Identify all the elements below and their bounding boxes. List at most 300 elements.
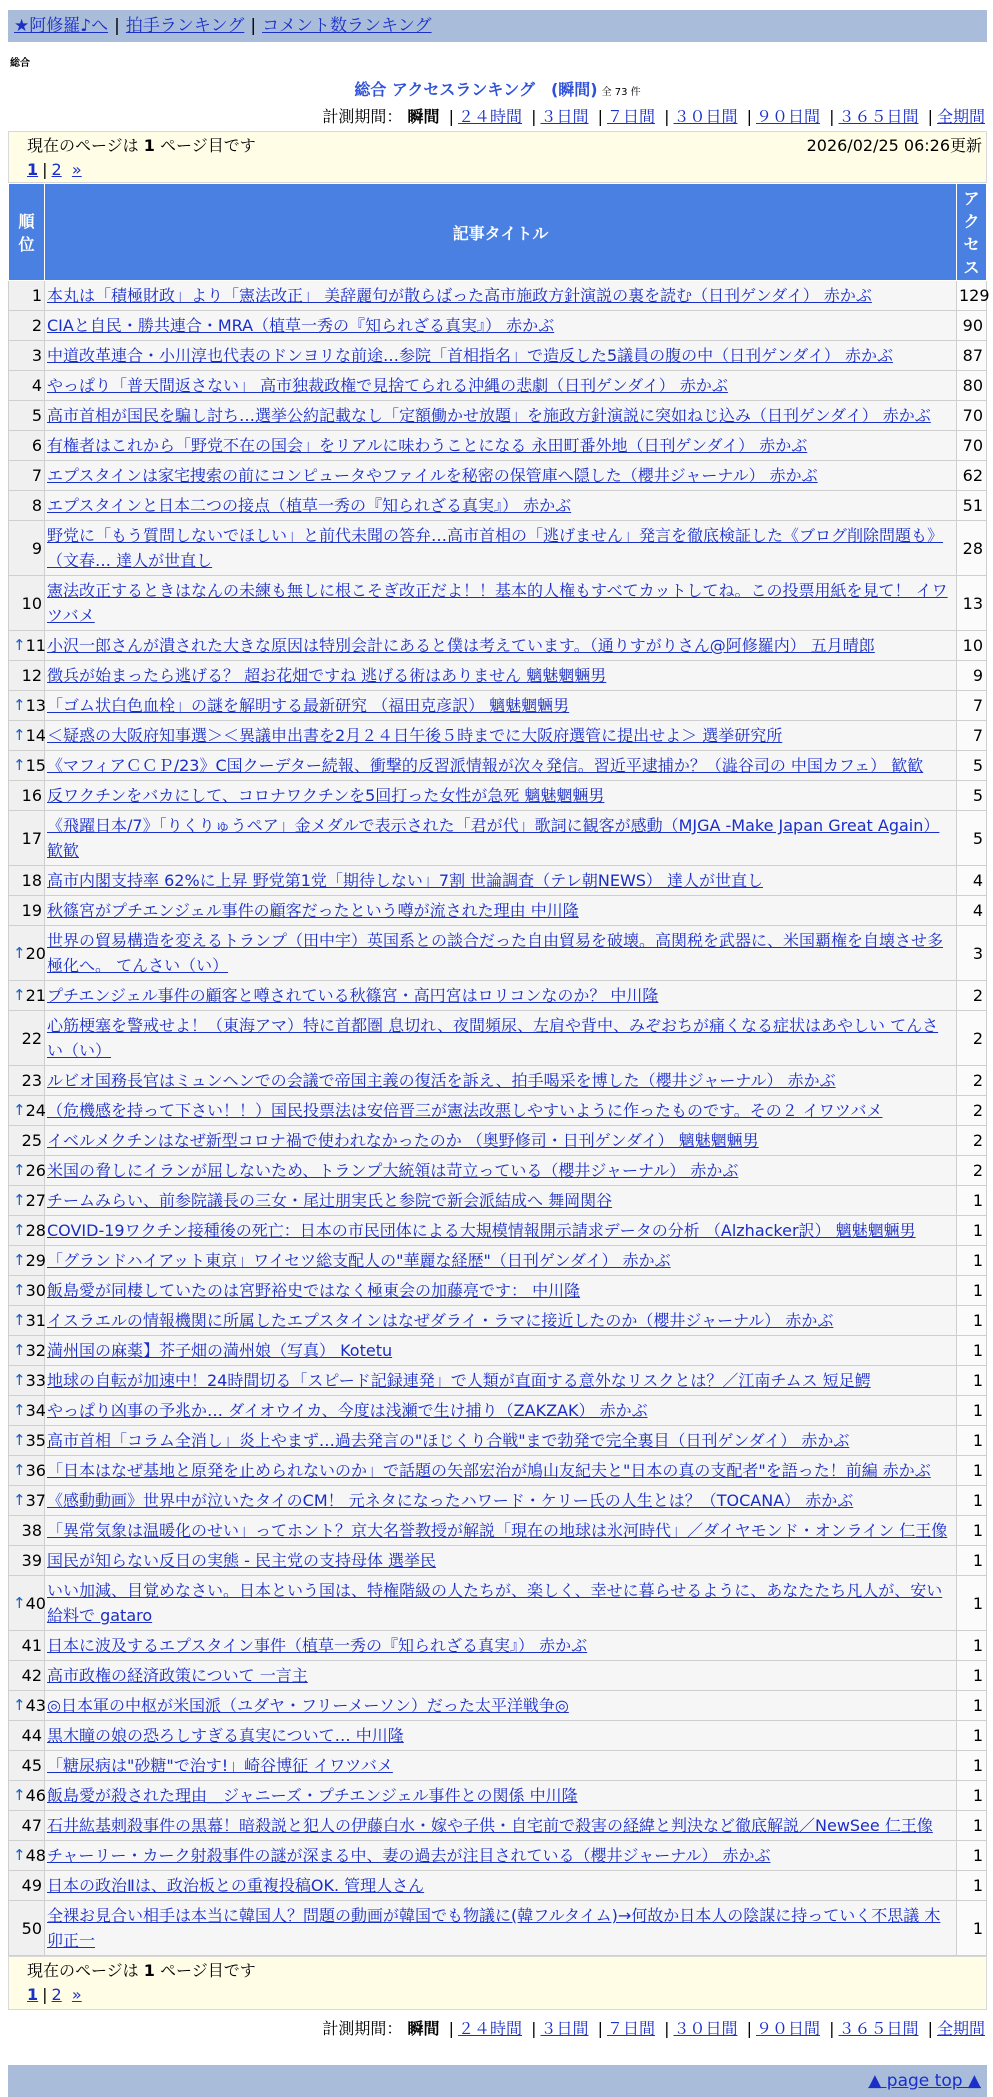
title-cell bbox=[45, 811, 957, 866]
title-cell bbox=[45, 521, 957, 576]
access-count: 129 bbox=[957, 281, 987, 311]
title-cell bbox=[45, 1841, 957, 1871]
access-count: 5 bbox=[957, 781, 987, 811]
rank-number: 34 bbox=[25, 1401, 46, 1420]
article-link[interactable]: 高市政権の経済政策について 一言主 bbox=[47, 1666, 308, 1685]
article-link[interactable]: 国民が知らない反日の実態 - 民主党の支持母体 選挙民 bbox=[47, 1551, 437, 1570]
access-count: 80 bbox=[957, 371, 987, 401]
article-link[interactable]: COVID-19ワクチン接種後の死亡：日本の市民団体による大規模情報開示請求データの分析 （Alzhacker訳） 魑魅魍魎男 bbox=[47, 1221, 916, 1240]
access-count: 1 bbox=[957, 1841, 987, 1871]
current-page-text bbox=[9, 1959, 986, 1983]
table-row bbox=[9, 1456, 987, 1486]
access-count: 4 bbox=[957, 896, 987, 926]
title-cell bbox=[45, 371, 957, 401]
rank-cell bbox=[9, 576, 45, 631]
rank-number: 30 bbox=[25, 1281, 46, 1300]
period-separator: | bbox=[927, 2019, 933, 2038]
access-count: 9 bbox=[957, 661, 987, 691]
rank-cell bbox=[9, 1156, 45, 1186]
rank-number: 46 bbox=[25, 1786, 46, 1805]
rank-cell bbox=[9, 491, 45, 521]
rank-cell bbox=[9, 1396, 45, 1426]
pager-page-1[interactable]: 1 bbox=[27, 160, 39, 179]
article-link[interactable]: 世界の貿易構造を変えるトランプ（田中宇）英国系との談合だった自由貿易を破壊。高関税を武器に、米国覇権を自壊させ多極化へ。 てんさい（い） bbox=[47, 931, 944, 975]
rank-cell bbox=[9, 1011, 45, 1066]
period-current: 瞬間 bbox=[407, 107, 440, 126]
access-count: 2 bbox=[957, 1096, 987, 1126]
article-link[interactable]: 本丸は「積極財政」より「憲法改正」 美辞麗句が散らばった高市施政方針演説の裏を読む（日刊ゲンダイ） 赤かぶ bbox=[47, 286, 872, 305]
nav-separator: | bbox=[114, 16, 120, 36]
title-cell bbox=[45, 1246, 957, 1276]
access-count: 1 bbox=[957, 1631, 987, 1661]
access-count: 7 bbox=[957, 721, 987, 751]
title-cell bbox=[45, 896, 957, 926]
table-row bbox=[9, 1216, 987, 1246]
rank-cell bbox=[9, 1306, 45, 1336]
table-row bbox=[9, 371, 987, 401]
rank-up-icon: ↑ bbox=[13, 1101, 26, 1119]
page-number: 1 bbox=[143, 1961, 155, 1980]
period-link-all[interactable]: 全期間 bbox=[936, 2019, 985, 2038]
table-row bbox=[9, 1781, 987, 1811]
rank-cell bbox=[9, 1126, 45, 1156]
access-count: 1 bbox=[957, 1691, 987, 1721]
title-cell bbox=[45, 1366, 957, 1396]
rank-cell bbox=[9, 866, 45, 896]
period-link-365d[interactable]: ３６５日間 bbox=[838, 2019, 919, 2038]
article-link[interactable]: チャーリー・カーク射殺事件の謎が深まる中、妻の過去が注目されている（櫻井ジャーナル） 赤かぶ bbox=[47, 1846, 771, 1865]
article-link[interactable]: 満州国の麻薬】芥子畑の満州娘（写真） Kotetu bbox=[47, 1341, 393, 1360]
rank-cell bbox=[9, 1901, 45, 1956]
table-row bbox=[9, 1576, 987, 1631]
title-cell bbox=[45, 1126, 957, 1156]
article-link[interactable]: イベルメクチンはなぜ新型コロナ禍で使われなかったのか （奥野修司・日刊ゲンダイ） 魑魅魍魎男 bbox=[47, 1131, 759, 1150]
title-header: 記事タイトル bbox=[45, 184, 957, 281]
period-label: 計測期間： bbox=[322, 2019, 403, 2038]
table-row bbox=[9, 431, 987, 461]
article-link[interactable]: エプスタインは家宅捜索の前にコンピュータやファイルを秘密の保管庫へ隠した（櫻井ジャーナル） 赤かぶ bbox=[47, 466, 818, 485]
table-row bbox=[9, 1126, 987, 1156]
access-count: 2 bbox=[957, 1156, 987, 1186]
title-cell bbox=[45, 1871, 957, 1901]
period-link-90d[interactable]: ９０日間 bbox=[755, 107, 820, 126]
period-link-30d[interactable]: ３０日間 bbox=[673, 2019, 738, 2038]
rank-cell bbox=[9, 811, 45, 866]
rank-number: 16 bbox=[21, 786, 42, 805]
table-row bbox=[9, 1691, 987, 1721]
title-cell bbox=[45, 1661, 957, 1691]
article-link[interactable]: 全裸お見合い相手は本当に韓国人？問題の動画が韓国でも物議に(韓フルタイム)→何故か日本人の陰謀に持っていく不思議 木卯正一 bbox=[47, 1906, 941, 1950]
table-row bbox=[9, 521, 987, 576]
rank-cell bbox=[9, 1871, 45, 1901]
article-link[interactable]: 日本の政治Ⅱは、政治板との重複投稿OK. 管理人さん bbox=[47, 1876, 425, 1895]
access-count: 2 bbox=[957, 981, 987, 1011]
rank-header: 順位 bbox=[9, 184, 45, 281]
article-link[interactable]: ＜疑惑の大阪府知事選＞＜異議申出書を2月２４日午後５時までに大阪府選管に提出せよ＞ 選挙研究所 bbox=[47, 726, 783, 745]
rank-number: 42 bbox=[21, 1666, 42, 1685]
rank-cell bbox=[9, 1781, 45, 1811]
page-top-link[interactable]: ▲ page top ▲ bbox=[868, 2071, 981, 2091]
rank-cell bbox=[9, 1366, 45, 1396]
table-row bbox=[9, 926, 987, 981]
article-link[interactable]: 高市首相「コラム全消し」炎上やまず…過去発言の"ほじくり合戦"まで勃発で完全裏目（日刊ゲンダイ） 赤かぶ bbox=[47, 1431, 850, 1450]
title-cell bbox=[45, 1011, 957, 1066]
pager-next-arrow[interactable]: » bbox=[71, 160, 82, 179]
period-separator: | bbox=[597, 2019, 603, 2038]
table-row bbox=[9, 1336, 987, 1366]
article-link[interactable]: チームみらい、前参院議長の三女・尾辻朋実氏と参院で新会派結成へ 舞岡関谷 bbox=[47, 1191, 613, 1210]
table-row bbox=[9, 1306, 987, 1336]
title-cell bbox=[45, 1486, 957, 1516]
access-count: 1 bbox=[957, 1811, 987, 1841]
title-cell bbox=[45, 281, 957, 311]
title-cell bbox=[45, 401, 957, 431]
rank-up-icon: ↑ bbox=[13, 1251, 26, 1269]
ranking-body bbox=[9, 281, 990, 1956]
rank-cell bbox=[9, 1546, 45, 1576]
rank-number: 45 bbox=[21, 1756, 42, 1775]
access-count: 1 bbox=[957, 1486, 987, 1516]
period-separator: | bbox=[531, 107, 537, 126]
article-link[interactable]: 石井紘基刺殺事件の黒幕！暗殺説と犯人の伊藤白水・嫁や子供・自宅前で殺害の経緯と判決など徹底解説／NewSee 仁王像 bbox=[47, 1816, 933, 1835]
rank-number: 12 bbox=[21, 666, 42, 685]
title-cell bbox=[45, 1156, 957, 1186]
access-count: 90 bbox=[957, 311, 987, 341]
access-count: 1 bbox=[957, 1186, 987, 1216]
article-link[interactable]: 憲法改正するときはなんの未練も無しに根こそぎ改正だよ！！基本的人権もすべてカットしてね。この投票用紙を見て！ イワツバメ bbox=[47, 581, 948, 625]
table-row bbox=[9, 751, 987, 781]
rank-cell bbox=[9, 631, 45, 661]
rank-cell bbox=[9, 981, 45, 1011]
ranking-table bbox=[8, 183, 990, 1956]
access-count: 1 bbox=[957, 1721, 987, 1751]
article-link[interactable]: 徴兵が始まったら逃げる？ 超お花畑ですね 逃げる術はありません 魑魅魍魎男 bbox=[47, 666, 607, 685]
rank-number: 26 bbox=[25, 1161, 46, 1180]
rank-number: 28 bbox=[25, 1221, 46, 1240]
rank-number: 29 bbox=[25, 1251, 46, 1270]
table-row bbox=[9, 631, 987, 661]
home-link[interactable]: ★阿修羅♪へ bbox=[14, 16, 109, 36]
article-link[interactable]: 《感動動画》世界中が泣いたタイのCM！ 元ネタになったハワード・ケリー氏の人生とは？（TOCANA） 赤かぶ bbox=[47, 1491, 854, 1510]
title-cell bbox=[45, 981, 957, 1011]
title-cell bbox=[45, 491, 957, 521]
rank-number: 7 bbox=[31, 466, 42, 485]
clap-ranking-link[interactable]: 拍手ランキング bbox=[125, 16, 245, 36]
access-count: 1 bbox=[957, 1246, 987, 1276]
table-row bbox=[9, 691, 987, 721]
article-link[interactable]: 飯島愛が同棲していたのは宮野裕史ではなく極東会の加藤亮です： 中川隆 bbox=[47, 1281, 581, 1300]
table-row bbox=[9, 1901, 987, 1956]
title-cell bbox=[45, 631, 957, 661]
rank-cell bbox=[9, 751, 45, 781]
article-link[interactable]: 有権者はこれから「野党不在の国会」をリアルに味わうことになる 永田町番外地（日刊ゲンダイ） 赤かぶ bbox=[47, 436, 808, 455]
article-link[interactable]: 高市内閣支持率 62%に上昇 野党第1党「期待しない」7割 世論調査（テレ朝NEWS） 達人が世直し bbox=[47, 871, 764, 890]
title-cell bbox=[45, 1306, 957, 1336]
rank-up-icon: ↑ bbox=[13, 1221, 26, 1239]
table-row bbox=[9, 661, 987, 691]
table-row bbox=[9, 461, 987, 491]
article-link[interactable]: 《飛躍日本/7》「りくりゅうペア」金メダルで表示された「君が代」歌詞に観客が感動（MJGA -Make Japan Great Again） 歓歓 bbox=[47, 816, 940, 860]
comment-ranking-link[interactable]: コメント数ランキング bbox=[262, 16, 432, 36]
article-link[interactable]: 反ワクチンをバカにして、コロナワクチンを5回打った女性が急死 魑魅魍魎男 bbox=[47, 786, 605, 805]
rank-cell bbox=[9, 721, 45, 751]
rank-number: 22 bbox=[21, 1028, 42, 1048]
page-text-suffix: ページ目です bbox=[160, 1961, 256, 1980]
period-link-7d[interactable]: ７日間 bbox=[606, 107, 655, 126]
rank-number: 17 bbox=[21, 828, 42, 848]
table-row bbox=[9, 811, 987, 866]
rank-cell bbox=[9, 281, 45, 311]
page-title-text: 総合 アクセスランキング (瞬間) bbox=[354, 80, 598, 99]
period-link-24h[interactable]: ２４時間 bbox=[457, 2019, 522, 2038]
title-cell bbox=[45, 431, 957, 461]
period-link-all[interactable]: 全期間 bbox=[936, 107, 985, 126]
article-link[interactable]: 高市首相が国民を騙し討ち…選挙公約記載なし「定額働かせ放題」を施政方針演説に突如ねじ込み（日刊ゲンダイ） 赤かぶ bbox=[47, 406, 931, 425]
rank-cell bbox=[9, 1811, 45, 1841]
article-link[interactable]: 中道改革連合・小川淳也代表のドンヨリな前途…参院「首相指名」で造反した5議員の腹の中（日刊ゲンダイ） 赤かぶ bbox=[47, 346, 893, 365]
period-separator: | bbox=[448, 107, 454, 126]
period-link-3d[interactable]: ３日間 bbox=[540, 107, 589, 126]
period-separator: | bbox=[664, 107, 670, 126]
access-count: 4 bbox=[957, 866, 987, 896]
period-current: 瞬間 bbox=[407, 2019, 440, 2038]
rank-number: 37 bbox=[25, 1491, 46, 1510]
access-count: 7 bbox=[957, 691, 987, 721]
article-link[interactable]: 「糖尿病は"砂糖"で治す!」崎谷博征 イワツバメ bbox=[47, 1756, 393, 1775]
period-separator: | bbox=[746, 107, 752, 126]
rank-cell bbox=[9, 1066, 45, 1096]
article-link[interactable]: 《マフィアＣＣＰ/23》C国クーデター続報、衝撃的反習派情報が次々発信。習近平逮捕か？（澁谷司の 中国カフェ） 歓歓 bbox=[47, 756, 924, 775]
pager-separator: | bbox=[42, 1985, 48, 2004]
article-link[interactable]: プチエンジェル事件の顧客と噂されている秋篠宮・高円宮はロリコンなのか？ 中川隆 bbox=[47, 986, 659, 1005]
table-row bbox=[9, 1246, 987, 1276]
access-header: アクセス bbox=[957, 184, 987, 281]
period-link-3d[interactable]: ３日間 bbox=[540, 2019, 589, 2038]
access-count: 2 bbox=[957, 1011, 987, 1066]
article-link[interactable]: エプスタインと日本二つの接点（植草一秀の『知られざる真実』） 赤かぶ bbox=[47, 496, 572, 515]
table-row bbox=[9, 281, 987, 311]
table-row bbox=[9, 1186, 987, 1216]
period-separator: | bbox=[927, 107, 933, 126]
rank-number: 9 bbox=[31, 538, 42, 558]
rank-up-icon: ↑ bbox=[13, 1311, 26, 1329]
period-separator: | bbox=[531, 2019, 537, 2038]
rank-number: 48 bbox=[25, 1846, 46, 1865]
updated-timestamp: 2026/02/25 06:26更新 bbox=[806, 136, 982, 155]
pager-page-1[interactable]: 1 bbox=[27, 1985, 39, 2004]
article-link[interactable]: 米国の脅しにイランが屈しないため、トランプ大統領は苛立っている（櫻井ジャーナル） 赤かぶ bbox=[47, 1161, 739, 1180]
rank-up-icon: ↑ bbox=[13, 1696, 26, 1714]
rank-number: 38 bbox=[21, 1521, 42, 1540]
rank-cell bbox=[9, 1486, 45, 1516]
access-count: 70 bbox=[957, 401, 987, 431]
title-cell bbox=[45, 1631, 957, 1661]
title-cell bbox=[45, 1216, 957, 1246]
rank-cell bbox=[9, 341, 45, 371]
access-count: 1 bbox=[957, 1456, 987, 1486]
rank-up-icon: ↑ bbox=[13, 726, 26, 744]
rank-number: 23 bbox=[21, 1071, 42, 1090]
rank-number: 32 bbox=[25, 1341, 46, 1360]
rank-up-icon: ↑ bbox=[13, 1431, 26, 1449]
access-count: 2 bbox=[957, 1126, 987, 1156]
article-link[interactable]: 「日本はなぜ基地と原発を止められないのか」で話題の矢部宏治が鳩山友紀夫と"日本の真の支配者"を語った！前編 赤かぶ bbox=[47, 1461, 931, 1480]
current-page-text bbox=[27, 134, 256, 158]
rank-up-icon: ↑ bbox=[13, 1491, 26, 1509]
rank-up-icon: ↑ bbox=[13, 1161, 26, 1179]
rank-number: 35 bbox=[25, 1431, 46, 1450]
rank-cell bbox=[9, 461, 45, 491]
rank-number: 41 bbox=[21, 1636, 42, 1655]
page-text-suffix: ページ目です bbox=[160, 136, 256, 155]
access-count: 51 bbox=[957, 491, 987, 521]
rank-number: 15 bbox=[25, 756, 46, 775]
table-row bbox=[9, 1096, 987, 1126]
table-row bbox=[9, 896, 987, 926]
period-link-30d[interactable]: ３０日間 bbox=[673, 107, 738, 126]
rank-number: 5 bbox=[31, 406, 42, 425]
article-link[interactable]: 「グランドハイアット東京」ワイセツ総支配人の"華麗な経歴"（日刊ゲンダイ） 赤かぶ bbox=[47, 1251, 671, 1270]
table-row bbox=[9, 1721, 987, 1751]
rank-cell bbox=[9, 1751, 45, 1781]
top-nav-bar bbox=[8, 10, 987, 42]
title-cell bbox=[45, 751, 957, 781]
table-row bbox=[9, 721, 987, 751]
period-link-7d[interactable]: ７日間 bbox=[606, 2019, 655, 2038]
page-text-prefix: 現在のページは bbox=[27, 1961, 139, 1980]
access-count: 2 bbox=[957, 1066, 987, 1096]
rank-number: 21 bbox=[25, 986, 46, 1005]
article-link[interactable]: 野党に「もう質問しないでほしい」と前代未聞の答弁…高市首相の「逃げません」発言を徹底検証した《ブログ削除問題も》（文春… 達人が世直し bbox=[47, 526, 944, 570]
access-count: 1 bbox=[957, 1546, 987, 1576]
table-row bbox=[9, 1426, 987, 1456]
rank-number: 25 bbox=[21, 1131, 42, 1150]
article-link[interactable]: やっぱり「普天間返さない」 高市独裁政権で見捨てられる沖縄の悲劇（日刊ゲンダイ） 赤かぶ bbox=[47, 376, 728, 395]
article-link[interactable]: 秋篠宮がプチエンジェル事件の顧客だったという噂が流された理由 中川隆 bbox=[47, 901, 579, 920]
access-count: 1 bbox=[957, 1871, 987, 1901]
article-link[interactable]: いい加減、目覚めなさい。日本という国は、特権階級の人たちが、楽しく、幸せに暮らせるように、あなたたち凡人が、安い給料で gataro bbox=[47, 1581, 943, 1625]
rank-cell bbox=[9, 1096, 45, 1126]
period-separator: | bbox=[597, 107, 603, 126]
access-count: 62 bbox=[957, 461, 987, 491]
rank-number: 18 bbox=[21, 871, 42, 890]
period-link-24h[interactable]: ２４時間 bbox=[457, 107, 522, 126]
rank-number: 13 bbox=[25, 696, 46, 715]
access-count: 10 bbox=[957, 631, 987, 661]
rank-number: 11 bbox=[25, 636, 46, 655]
title-cell bbox=[45, 1396, 957, 1426]
article-link[interactable]: 飯島愛が殺された理由＿ジャニーズ・プチエンジェル事件との関係 中川隆 bbox=[47, 1786, 578, 1805]
access-count: 1 bbox=[957, 1396, 987, 1426]
access-count: 1 bbox=[957, 1216, 987, 1246]
rank-number: 43 bbox=[25, 1696, 46, 1715]
rank-number: 10 bbox=[21, 593, 42, 613]
access-count: 5 bbox=[957, 751, 987, 781]
access-count: 1 bbox=[957, 1426, 987, 1456]
article-link[interactable]: 地球の自転が加速中！24時間切る「スピード記録連発」で人類が直面する意外なリスクとは？／江南チムス 短足鰐 bbox=[47, 1371, 871, 1390]
rank-number: 33 bbox=[25, 1371, 46, 1390]
page-number: 1 bbox=[143, 136, 155, 155]
article-link[interactable]: 日本に波及するエプスタイン事件（植草一秀の『知られざる真実』） 赤かぶ bbox=[47, 1636, 588, 1655]
title-cell bbox=[45, 1901, 957, 1956]
table-row bbox=[9, 1631, 987, 1661]
access-count: 1 bbox=[957, 1276, 987, 1306]
footer-bar bbox=[8, 2065, 987, 2097]
title-cell bbox=[45, 1456, 957, 1486]
period-link-365d[interactable]: ３６５日間 bbox=[838, 107, 919, 126]
title-cell bbox=[45, 1276, 957, 1306]
rank-cell bbox=[9, 691, 45, 721]
table-row bbox=[9, 1066, 987, 1096]
rank-number: 27 bbox=[25, 1191, 46, 1210]
table-row bbox=[9, 1156, 987, 1186]
article-link[interactable]: 「ゴム状白色血栓」の謎を解明する最新研究 （福田克彦訳） 魑魅魍魎男 bbox=[47, 696, 570, 715]
title-cell bbox=[45, 311, 957, 341]
table-row bbox=[9, 311, 987, 341]
title-cell bbox=[45, 576, 957, 631]
rank-cell bbox=[9, 431, 45, 461]
period-selector-top bbox=[8, 104, 985, 127]
article-link[interactable]: 「異常気象は温暖化のせい」ってホント？京大名誉教授が解説「現在の地球は氷河時代」／ダイヤモンド・オンライン 仁王像 bbox=[47, 1521, 948, 1540]
rank-cell bbox=[9, 781, 45, 811]
table-row bbox=[9, 1841, 987, 1871]
rank-up-icon: ↑ bbox=[13, 1191, 26, 1209]
title-cell bbox=[45, 461, 957, 491]
access-count: 3 bbox=[957, 926, 987, 981]
article-link[interactable]: （危機感を持って下さい！！）国民投票法は安倍晋三が憲法改悪しやすいように作ったものです。その２ イワツバメ bbox=[47, 1101, 883, 1120]
rank-up-icon: ↑ bbox=[13, 943, 26, 962]
period-separator: | bbox=[829, 107, 835, 126]
table-row bbox=[9, 1811, 987, 1841]
article-link[interactable]: 黒木瞳の娘の恐ろしすぎる真実について… 中川隆 bbox=[47, 1726, 404, 1745]
article-link[interactable]: やっぱり凶事の予兆か… ダイオウイカ、今度は浅瀬で生け捕り（ZAKZAK） 赤かぶ bbox=[47, 1401, 648, 1420]
table-row bbox=[9, 1516, 987, 1546]
rank-cell bbox=[9, 1246, 45, 1276]
title-cell bbox=[45, 1721, 957, 1751]
rank-up-icon: ↑ bbox=[13, 1401, 26, 1419]
pager-separator: | bbox=[42, 160, 48, 179]
title-cell bbox=[45, 1186, 957, 1216]
page-text-prefix: 現在のページは bbox=[27, 136, 139, 155]
title-cell bbox=[45, 721, 957, 751]
rank-up-icon: ↑ bbox=[13, 1341, 26, 1359]
article-link[interactable]: ルビオ国務長官はミュンヘンでの会議で帝国主義の復活を訴え、拍手喝采を博した（櫻井ジャーナル） 赤かぶ bbox=[47, 1071, 836, 1090]
pager-page-2[interactable]: 2 bbox=[51, 160, 62, 179]
period-link-90d[interactable]: ９０日間 bbox=[755, 2019, 820, 2038]
title-cell bbox=[45, 691, 957, 721]
article-link[interactable]: 心筋梗塞を警戒せよ！（東海アマ）特に首都圏 息切れ、夜間頻尿、左肩や背中、みぞおちが痛くなる症状はあやしい てんさい（い） bbox=[47, 1016, 939, 1060]
rank-up-icon: ↑ bbox=[13, 1846, 26, 1864]
pager-bottom bbox=[9, 1983, 986, 2007]
rank-cell bbox=[9, 1631, 45, 1661]
access-count: 1 bbox=[957, 1751, 987, 1781]
rank-number: 40 bbox=[25, 1593, 46, 1613]
article-link[interactable]: CIAと自民・勝共連合・MRA（植草一秀の『知られざる真実』） 赤かぶ bbox=[47, 316, 555, 335]
title-cell bbox=[45, 1811, 957, 1841]
access-count: 1 bbox=[957, 1516, 987, 1546]
article-link[interactable]: イスラエルの情報機関に所属したエプスタインはなぜダライ・ラマに接近したのか（櫻井ジャーナル） 赤かぶ bbox=[47, 1311, 834, 1330]
title-cell bbox=[45, 866, 957, 896]
article-link[interactable]: ◎日本軍の中枢が米国派（ユダヤ・フリーメーソン）だった太平洋戦争◎ bbox=[47, 1696, 569, 1715]
period-separator: | bbox=[746, 2019, 752, 2038]
pager-page-2[interactable]: 2 bbox=[51, 1985, 62, 2004]
article-link[interactable]: 小沢一郎さんが潰された大きな原因は特別会計にあると僕は考えています。（通りすがりさん@阿修羅内） 五月晴郎 bbox=[47, 636, 875, 655]
access-count: 1 bbox=[957, 1901, 987, 1956]
pager-next-arrow[interactable]: » bbox=[71, 1985, 82, 2004]
rank-number: 49 bbox=[21, 1876, 42, 1895]
rank-cell bbox=[9, 1841, 45, 1871]
page-notice-top bbox=[8, 131, 987, 183]
